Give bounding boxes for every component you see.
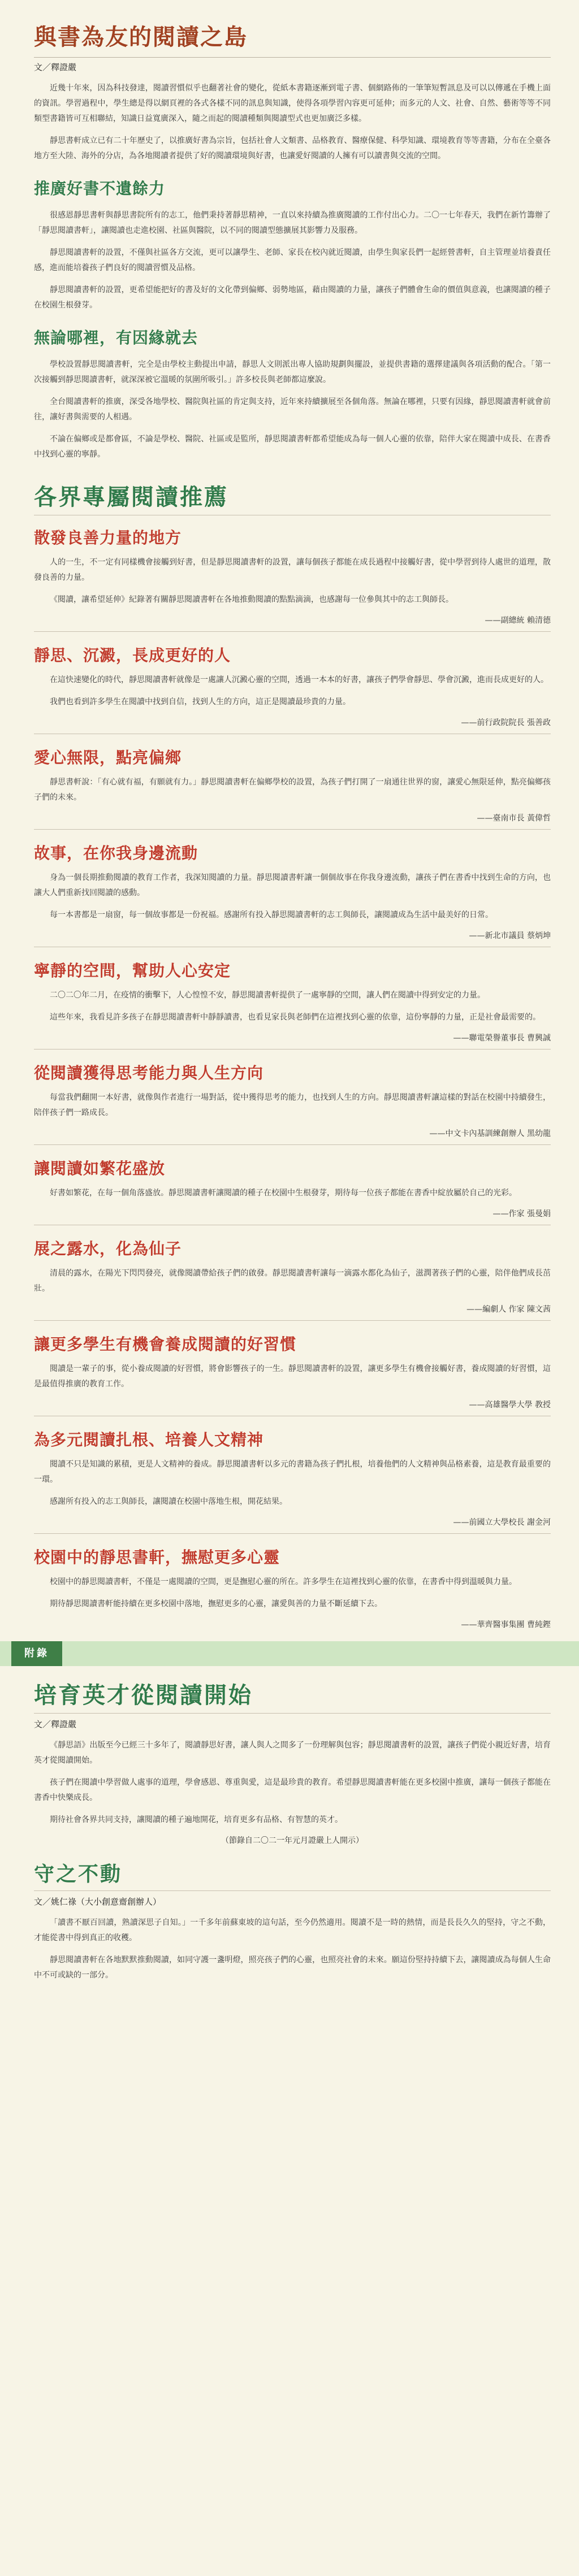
recommendation	[34, 841, 551, 947]
recommendation	[34, 643, 551, 734]
recommendation-paragraph: 身為一個長期推動閱讀的教育工作者，我深知閱讀的力量。靜思閱讀書軒讓一個個故事在你我身邊流動，讓孩子們在書香中找到生命的方向，也讓大人們重新找回閱讀的感動。	[34, 873, 551, 897]
recommendation-paragraph: 感謝所有投入的志工與師長，讓閱讀在校園中落地生根，開花結果。	[50, 1497, 287, 1506]
recommendation-title: 讓更多學生有機會養成閱讀的好習慣	[34, 1335, 297, 1354]
recommendation-paragraph: 人的一生，不一定有同樣機會接觸到好書，但是靜思閱讀書軒的設置，讓每個孩子都能在成長過程中接觸好書，從中學習到待人處世的道理，散發良善的力量。	[34, 558, 551, 582]
recommendation-title: 讓閱讀如繁花盛放	[34, 1159, 166, 1178]
recommendation-paragraph: 《閱讀，讓希望延伸》紀錄著有關靜思閱讀書軒在各地推動閱讀的點點滴滴，也感謝每一位參與其中的志工與師長。	[50, 595, 453, 604]
recommendation-paragraph: 期待靜思閱讀書軒能持續在更多校園中落地，撫慰更多的心靈，讓愛與善的力量不斷延續下去。	[50, 1599, 382, 1608]
intro-author: 文／釋證嚴	[34, 62, 77, 72]
recommendation	[34, 1428, 551, 1534]
appendix-author: 文／姚仁祿（大小創意齋創辦人）	[34, 1897, 162, 1907]
recommendation-signature: ——作家 張曼娟	[492, 1209, 551, 1218]
recommendation-paragraph: 校園中的靜思閱讀書軒，不僅是一處閱讀的空間，更是撫慰心靈的所在。許多學生在這裡找到心靈的依靠，在書香中得到溫暖與力量。	[50, 1577, 517, 1586]
appendix-paragraph: 期待社會各界共同支持，讓閱讀的種子遍地開花，培育更多有品格、有智慧的英才。	[50, 1815, 343, 1824]
recommendation	[34, 1156, 551, 1225]
appendix-paragraph: 「讀書不厭百回讀，熟讀深思子自知。」一千多年前蘇東坡的這句話，至今仍然適用。閱讀不是一時的熱情，而是長長久久的堅持，守之不動，才能從書中得到真正的收穫。	[34, 1918, 551, 1942]
appendix-title: 培育英才從閱讀開始	[34, 1677, 551, 1714]
title-rule	[34, 57, 551, 58]
appendix-tag: 附錄	[11, 1641, 62, 1666]
recommendations-heading: 各界專屬閱讀推薦	[34, 479, 551, 515]
recommendation-paragraph: 這些年來，我看見許多孩子在靜思閱讀書軒中靜靜讀書，也看見家長與老師們在這裡找到心靈的依靠，這份寧靜的力量，正是社會最需要的。	[50, 1013, 541, 1022]
recommendation-signature: ——前行政院院長 張善政	[461, 718, 551, 727]
section-paragraph: 不論在偏鄉或是都會區，不論是學校、醫院、社區或是監所，靜思閱讀書軒都希望能成為每一個人心靈的依靠，陪伴大家在閱讀中成長、在書香中找到心靈的寧靜。	[34, 435, 551, 459]
recommendation	[34, 1061, 551, 1145]
appendix-title: 守之不動	[34, 1858, 551, 1891]
recommendation-signature: ——編劇人 作家 陳文茜	[466, 1305, 551, 1314]
recommendation	[34, 1332, 551, 1416]
divider	[34, 829, 551, 830]
recommendation-paragraph: 閱讀不只是知識的累積，更是人文精神的養成。靜思閱讀書軒以多元的書籍為孩子們扎根，培養他們的人文精神與品格素養，這是教育最重要的一環。	[34, 1460, 551, 1484]
intro-paragraph: 靜思書軒成立已有二十年歷史了，以推廣好書為宗旨，包括社會人文類書、品格教育、醫療保健、科學知識、環境教育等等書籍，分布在全臺各地方至大陸、海外的分店，為各地閱讀者提供了好的閱讀環境與好書，也讓愛好閱讀的人擁有可以讀書與交流的空間。	[34, 136, 551, 161]
appendix-paragraph: 孩子們在閱讀中學習做人處事的道理，學會感恩、尊重與愛，這是最珍貴的教育。希望靜思閱讀書軒能在更多校園中推廣，讓每一個孩子都能在書香中快樂成長。	[34, 1778, 551, 1802]
recommendation	[34, 745, 551, 830]
recommendation-title: 故事，在你我身邊流動	[34, 844, 198, 862]
divider	[34, 1049, 551, 1050]
intro-paragraph: 近幾十年來，因為科技發達，閱讀習慣似乎也翻著社會的變化，從紙本書籍逐漸到電子書、個網路佈的一筆筆短暫訊息及可以以傳遞在手機上面的資訊。學習過程中，學生總是得以網頁裡的各式各樣不同的訊息與知識，使得各項學習內容更可延伸；而多元的人文、社會、自然、藝術等等不同類型書籍皆可互相聯結，知識日益寬廣深入，隨之而起的閱讀種類與閱讀型式也更加廣泛多樣。	[34, 84, 551, 123]
recommendation-signature: ——高雄醫學大學 教授	[469, 1400, 551, 1410]
recommendation-paragraph: 每一本書都是一扇窗，每一個故事都是一份祝福。感謝所有投入靜思閱讀書軒的志工與師長，讓閱讀成為生活中最美好的日常。	[50, 910, 493, 920]
recommendation-title: 展之露水，化為仙子	[34, 1239, 182, 1258]
recommendation-signature: ——副總統 賴清德	[485, 616, 551, 625]
recommendation-signature: ——臺南市長 黃偉哲	[477, 814, 551, 823]
recommendation-paragraph: 我們也看到許多學生在閱讀中找到自信，找到人生的方向，這正是閱讀最珍貴的力量。	[50, 697, 351, 706]
appendix-paragraph: 《靜思語》出版至今已經三十多年了，閱讀靜思好書，讓人與人之間多了一份理解與包容；靜思閱讀書軒的設置，讓孩子們從小親近好書，培育英才從閱讀開始。	[34, 1741, 551, 1765]
section-paragraph: 全台閱讀書軒的推廣，深受各地學校、醫院與社區的肯定與支持，近年來持續擴展至各個角落。無論在哪裡，只要有因緣，靜思閱讀書軒就會前往，讓好書與需要的人相遇。	[34, 397, 551, 422]
recommendation-paragraph: 好書如繁花，在每一個角落盛放。靜思閱讀書軒讓閱讀的種子在校園中生根發芽，期待每一位孩子都能在書香中綻放屬於自己的光彩。	[50, 1189, 517, 1198]
divider	[34, 1533, 551, 1534]
recommendation-paragraph: 在這快速變化的時代，靜思閱讀書軒就像是一處讓人沉澱心靈的空間，透過一本本的好書，讓孩子們學會靜思、學會沉澱，進而長成更好的人。	[50, 675, 548, 684]
section-heading: 推廣好書不遺餘力	[34, 179, 166, 198]
appendix-banner	[0, 1641, 579, 1666]
section-paragraph: 靜思閱讀書軒的設置，更希望能把好的書及好的文化帶到偏鄉、弱勢地區，藉由閱讀的力量，讓孩子們體會生命的價值與意義，也讓閱讀的種子在校園生根發芽。	[34, 285, 551, 310]
section-paragraph: 靜思閱讀書軒的設置，不僅與社區各方交流，更可以讓學生、老師、家長在校內就近閱讀，由學生與家長們一起經營書軒，自主管理並培養責任感，進而能培養孩子們良好的閱讀習慣及品格。	[34, 248, 551, 272]
recommendation	[34, 1545, 551, 1630]
divider	[34, 1320, 551, 1321]
appendix-author: 文／釋證嚴	[34, 1719, 77, 1729]
recommendation-signature: ——前國立大學校長 謝金河	[453, 1518, 551, 1527]
recommendation-signature: ——中文卡內基訓練創辦人 黑幼龍	[429, 1129, 551, 1138]
recommendation	[34, 526, 551, 632]
recommendation-signature: ——華齊醫事集團 曹純鏗	[461, 1620, 551, 1629]
recommendation-title: 從閱讀獲得思考能力與人生方向	[34, 1064, 264, 1082]
recommendation-title: 靜思、沉澱，長成更好的人	[34, 646, 231, 665]
recommendation-title: 校園中的靜思書軒，撫慰更多心靈	[34, 1548, 280, 1567]
recommendation-title: 愛心無限，點亮偏鄉	[34, 748, 182, 767]
appendix-paragraph: 靜思閱讀書軒在各地默默推動閱讀，如同守護一盞明燈，照亮孩子們的心靈，也照亮社會的未來。願這份堅持持續下去，讓閱讀成為每個人生命中不可或缺的一部分。	[34, 1955, 551, 1980]
recommendation-paragraph: 清晨的露水，在陽光下閃閃發亮，就像閱讀帶給孩子們的啟發。靜思閱讀書軒讓每一滴露水都化為仙子，滋潤著孩子們的心靈，陪伴他們成長茁壯。	[34, 1269, 551, 1293]
recommendation-paragraph: 靜思書軒說：「有心就有福，有願就有力。」靜思閱讀書軒在偏鄉學校的設置，為孩子們打開了一扇通往世界的窗，讓愛心無限延伸，點亮偏鄉孩子們的未來。	[34, 778, 551, 802]
recommendation-signature: ——新北市議員 蔡炳坤	[469, 931, 551, 940]
recommendation-signature: ——聯電榮譽董事長 曹興誠	[453, 1034, 551, 1043]
recommendation	[34, 959, 551, 1050]
recommendation-paragraph: 閱讀是一輩子的事，從小養成閱讀的好習慣，將會影響孩子的一生。靜思閱讀書軒的設置，讓更多學生有機會接觸好書，養成閱讀的好習慣，這是最值得推廣的教育工作。	[34, 1364, 551, 1389]
recommendation-title: 寧靜的空間，幫助人心安定	[34, 961, 231, 980]
recommendation-title: 為多元閱讀扎根、培養人文精神	[34, 1430, 264, 1449]
recommendation-title: 散發良善力量的地方	[34, 528, 182, 547]
divider	[34, 631, 551, 632]
section-paragraph: 學校設置靜思閱讀書軒，完全是由學校主動提出申請，靜思人文則派出專人協助規劃與擺設，並提供書籍的選擇建議與各項活動的配合。「第一次接觸到靜思閱讀書軒，就深深被它溫暖的氛圍所吸引。」許多校長與老師都這麼說。	[34, 360, 551, 384]
intro-title: 與書為友的閱讀之島	[34, 24, 248, 50]
recommendation-paragraph: 每當我們翻開一本好書，就像與作者進行一場對話，從中獲得思考的能力，也找到人生的方向。靜思閱讀書軒讓這樣的對話在校園中持續發生，陪伴孩子們一路成長。	[34, 1093, 551, 1117]
recommendation-paragraph: 二〇二〇年二月，在疫情的衝擊下，人心惶惶不安，靜思閱讀書軒提供了一處寧靜的空間，讓人們在閱讀中得到安定的力量。	[50, 991, 485, 1000]
appendix-note: （節錄自二〇二一年元月證嚴上人開示）	[221, 1836, 364, 1845]
recommendation	[34, 1237, 551, 1321]
divider	[34, 1144, 551, 1145]
section-paragraph: 很感恩靜思書軒與靜思書院所有的志工，他們秉持著靜思精神，一直以來持續為推廣閱讀的工作付出心力。二〇一七年春天，我們在新竹籌辦了「靜思閱讀書軒」，讓閱讀也走進校園、社區與醫院，以不同的閱讀型態擴展其影響力及服務。	[34, 211, 551, 235]
section-heading: 無論哪裡，有因緣就去	[34, 328, 198, 347]
